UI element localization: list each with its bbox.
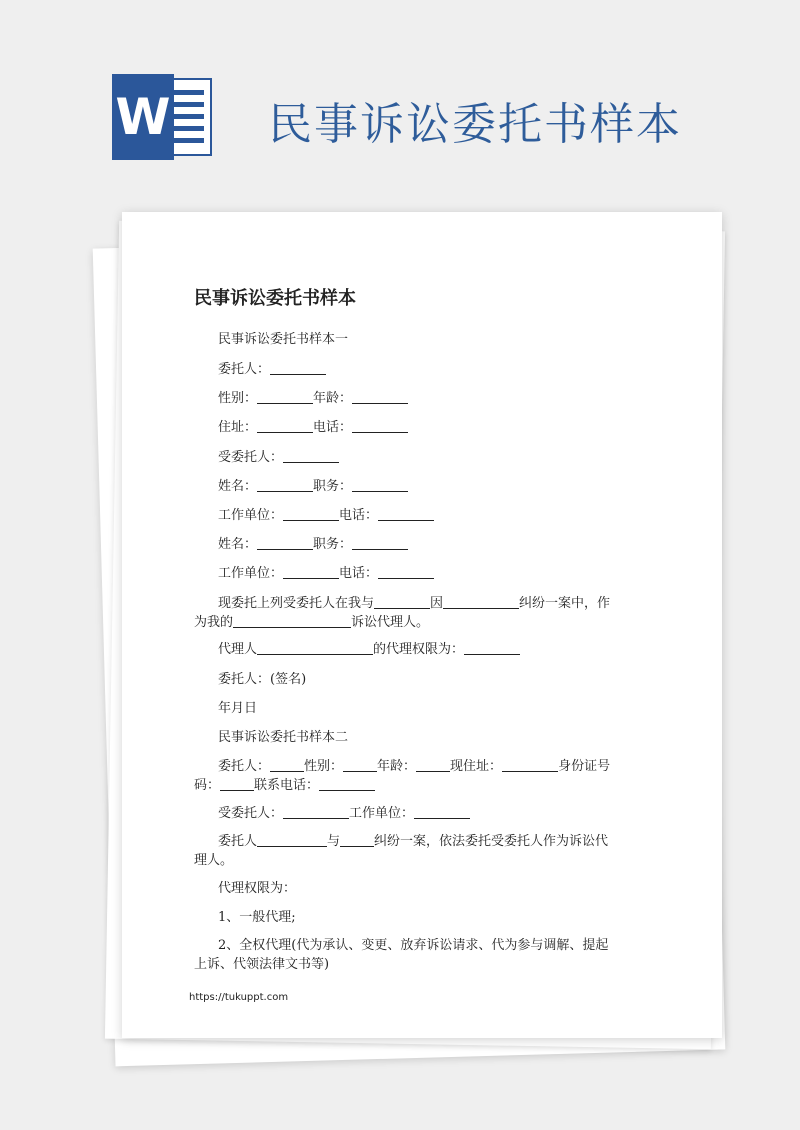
label: 住址： bbox=[218, 420, 258, 435]
blank-field bbox=[352, 419, 408, 433]
blank-field bbox=[270, 758, 304, 772]
label: 受委托人： bbox=[218, 450, 284, 465]
sample2-agent-line bbox=[218, 804, 470, 823]
blank-field bbox=[378, 507, 434, 521]
label: 姓名： bbox=[218, 479, 258, 494]
blank-field bbox=[340, 833, 374, 847]
blank-field bbox=[443, 595, 519, 609]
label: 职务： bbox=[313, 537, 353, 552]
sample1-entrust-paragraph bbox=[194, 594, 618, 632]
blank-field bbox=[220, 777, 254, 791]
text: 现委托上列受委托人在我与 bbox=[218, 596, 375, 611]
label: 工作单位： bbox=[349, 806, 415, 821]
blank-field bbox=[283, 507, 339, 521]
sample1-heading: 民事诉讼委托书样本一 bbox=[218, 332, 349, 347]
label: 性别： bbox=[304, 759, 344, 774]
text: 因 bbox=[430, 596, 444, 611]
blank-field bbox=[257, 478, 313, 492]
sample2-scope-heading: 代理权限为： bbox=[218, 881, 297, 896]
sample1-authority-line bbox=[218, 640, 520, 659]
label: 姓名： bbox=[218, 537, 258, 552]
sample1-name-line-1 bbox=[218, 477, 408, 496]
document-title: 民事诉讼委托书样本 bbox=[194, 288, 356, 309]
label: 委托人： bbox=[218, 362, 271, 377]
label: 职务： bbox=[313, 479, 353, 494]
label: 年龄： bbox=[377, 759, 417, 774]
sample2-heading: 民事诉讼委托书样本二 bbox=[218, 730, 349, 745]
blank-field bbox=[343, 758, 377, 772]
blank-field bbox=[352, 536, 408, 550]
sample1-principal-line bbox=[218, 360, 326, 379]
blank-field bbox=[257, 390, 313, 404]
text: 纠纷一案中，作为我的 bbox=[194, 596, 611, 630]
text: 委托人 bbox=[218, 834, 258, 849]
label: 电话： bbox=[313, 420, 353, 435]
blank-field bbox=[416, 758, 450, 772]
label: 现住址： bbox=[450, 759, 503, 774]
blank-field bbox=[283, 805, 349, 819]
sample1-gender-age-line bbox=[218, 389, 408, 408]
label: 年龄： bbox=[313, 391, 353, 406]
footer-url: https://tukuppt.com bbox=[189, 992, 289, 1003]
blank-field bbox=[233, 614, 351, 628]
label: 联系电话： bbox=[254, 778, 320, 793]
banner-title: 民事诉讼委托书样本 bbox=[268, 99, 682, 150]
label: 电话： bbox=[339, 508, 379, 523]
blank-field bbox=[378, 565, 434, 579]
label: 工作单位： bbox=[218, 508, 284, 523]
label: 电话： bbox=[339, 566, 379, 581]
label: 委托人： bbox=[218, 759, 271, 774]
blank-field bbox=[319, 777, 375, 791]
blank-field bbox=[464, 641, 520, 655]
blank-field bbox=[502, 758, 558, 772]
blank-field bbox=[270, 361, 326, 375]
sample1-workunit-line-1 bbox=[218, 506, 434, 525]
blank-field bbox=[374, 595, 430, 609]
blank-field bbox=[283, 449, 339, 463]
sample2-item-1: 1、一般代理; bbox=[218, 910, 296, 925]
text: 纠纷一案，依法委托受委托人作为诉讼代理人。 bbox=[194, 834, 609, 868]
text: 代理人 bbox=[218, 642, 258, 657]
document-page bbox=[122, 212, 722, 1038]
blank-field bbox=[257, 641, 373, 655]
label: 受委托人： bbox=[218, 806, 284, 821]
sample1-workunit-line-2 bbox=[218, 564, 434, 583]
word-icon-letter: W bbox=[112, 74, 174, 160]
sample1-signature: 委托人：(签名) bbox=[218, 672, 307, 687]
text: 诉讼代理人。 bbox=[351, 615, 430, 630]
word-icon bbox=[112, 74, 214, 160]
blank-field bbox=[283, 565, 339, 579]
blank-field bbox=[257, 833, 327, 847]
label: 工作单位： bbox=[218, 566, 284, 581]
sample1-address-line bbox=[218, 418, 408, 437]
sample1-agent-line bbox=[218, 448, 339, 467]
blank-field bbox=[352, 390, 408, 404]
label: 性别： bbox=[218, 391, 258, 406]
sample2-item-2: 2、全权代理(代为承认、变更、放弃诉讼请求、代为参与调解、提起上诉、代领法律文书等) bbox=[194, 938, 609, 972]
banner bbox=[0, 0, 800, 200]
sample2-principal-paragraph bbox=[194, 757, 618, 795]
sample1-name-line-2 bbox=[218, 535, 408, 554]
blank-field bbox=[257, 536, 313, 550]
blank-field bbox=[352, 478, 408, 492]
label: 身份证号码： bbox=[194, 759, 611, 793]
sample1-date: 年月日 bbox=[218, 701, 258, 716]
blank-field bbox=[257, 419, 313, 433]
sample2-entrust-paragraph bbox=[194, 832, 618, 870]
text: 的代理权限为： bbox=[373, 642, 465, 657]
blank-field bbox=[414, 805, 470, 819]
text: 与 bbox=[327, 834, 341, 849]
